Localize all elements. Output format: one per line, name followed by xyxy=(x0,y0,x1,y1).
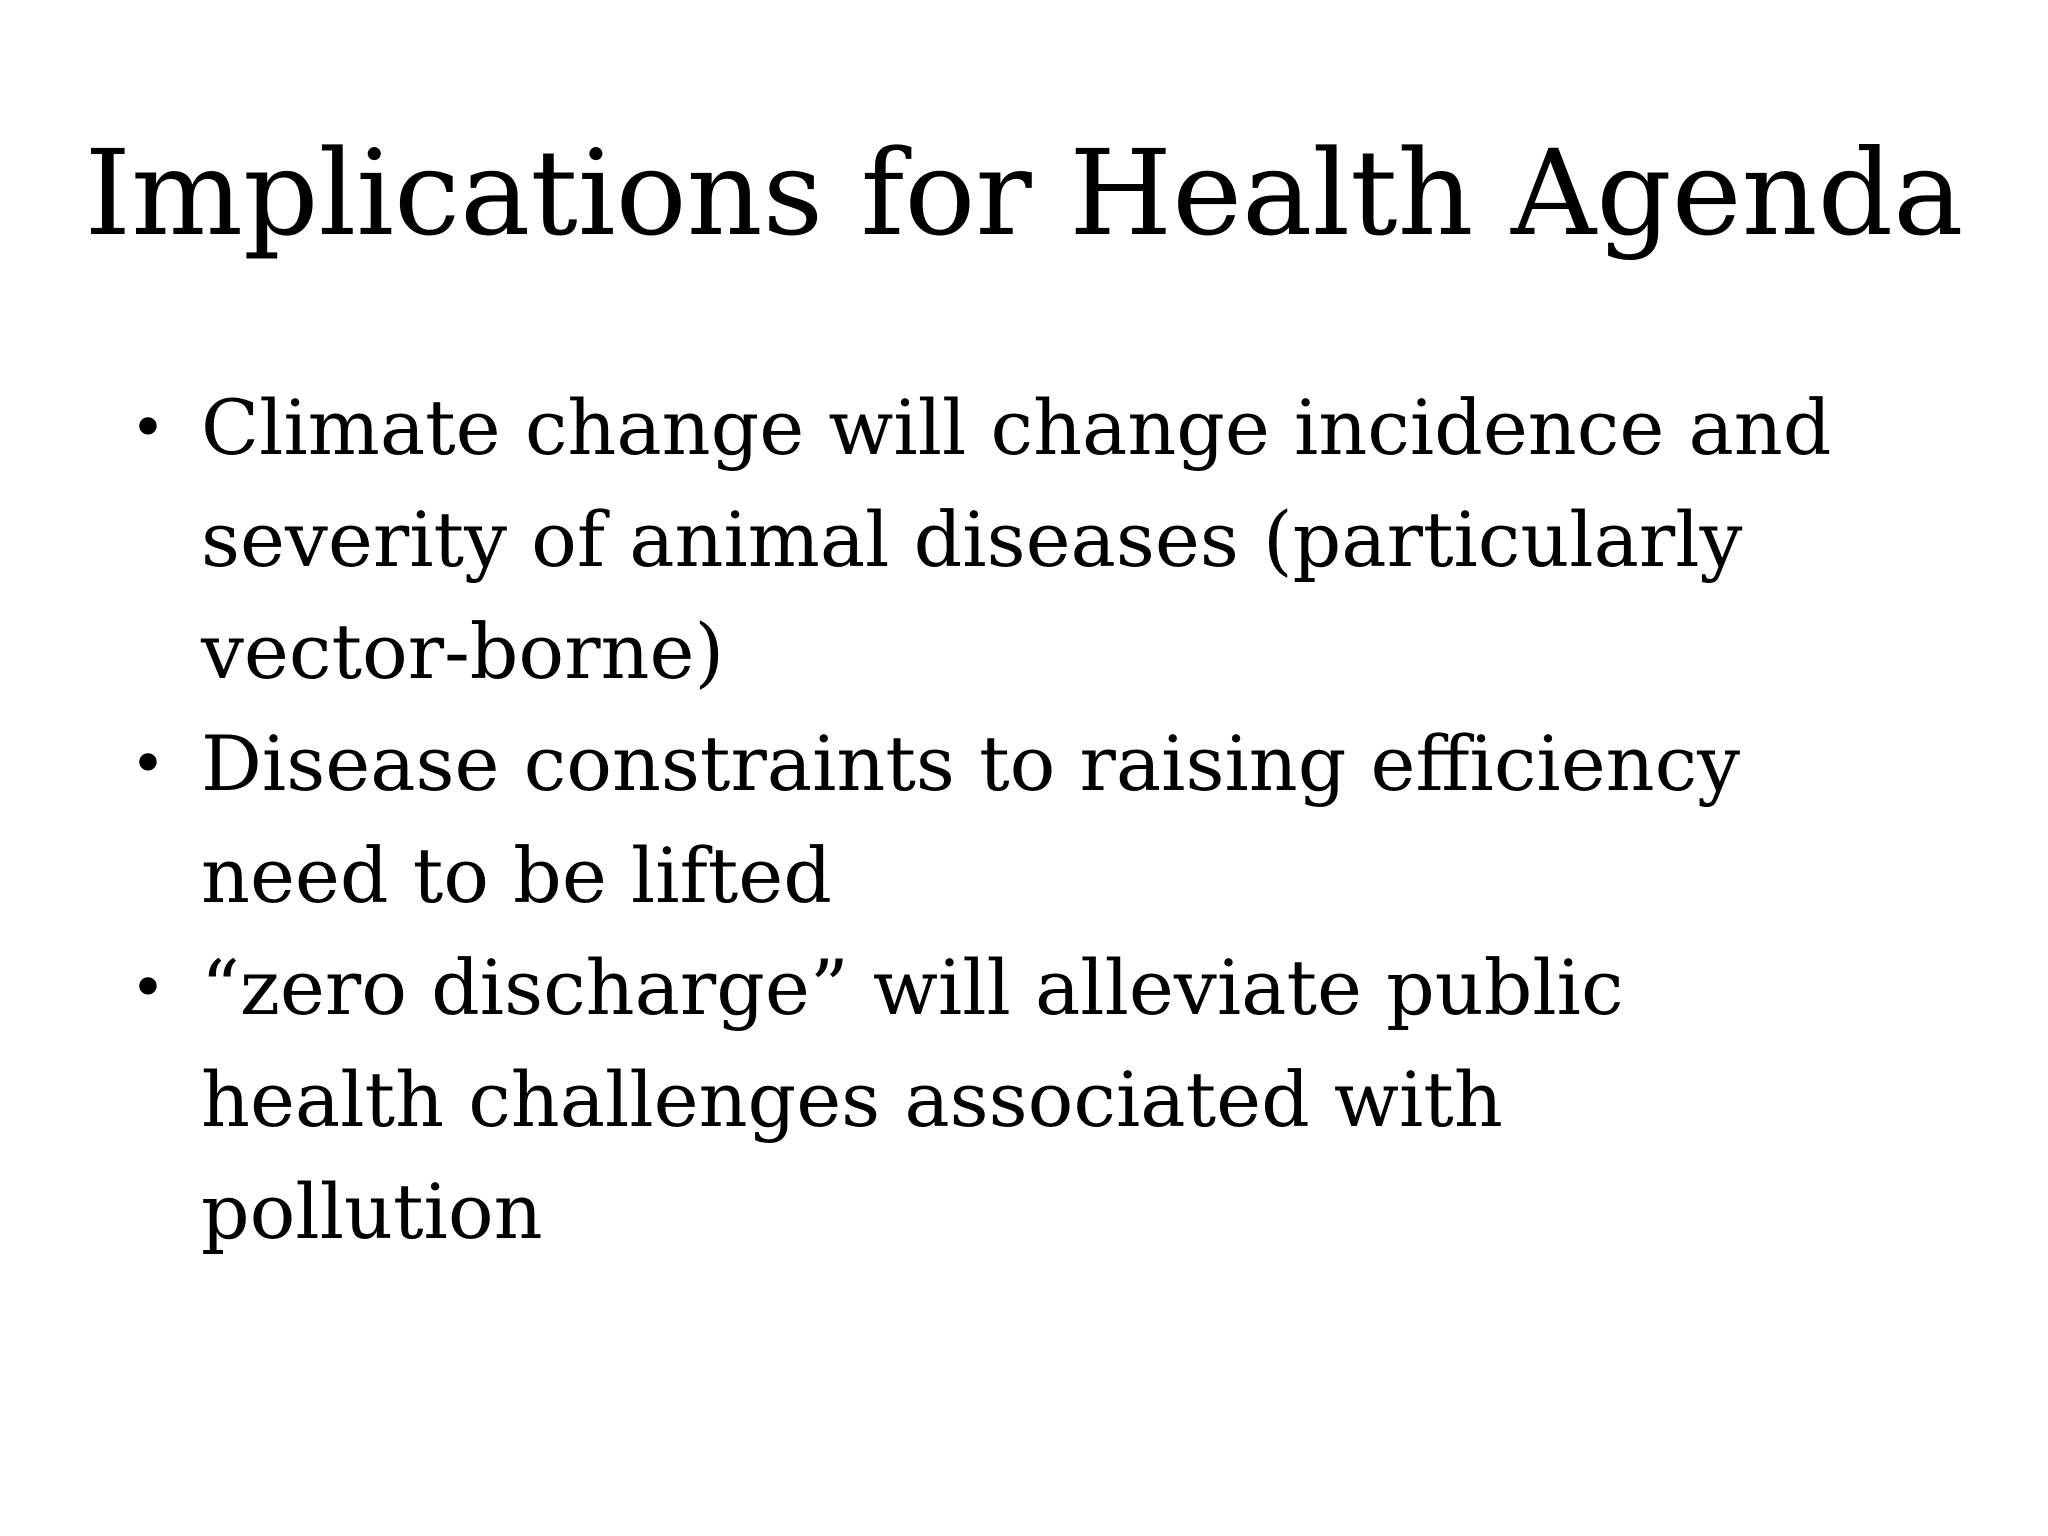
bullet-marker: • xyxy=(130,729,166,799)
bullet-line: vector-borne) xyxy=(201,607,725,696)
bullet-item xyxy=(118,932,1948,1268)
bullet-list xyxy=(118,372,1948,1268)
bullet-item xyxy=(118,708,1948,932)
bullet-line: Climate change will change incidence and xyxy=(201,383,1832,472)
bullet-line: severity of animal diseases (particularly xyxy=(201,495,1743,584)
bullet-item xyxy=(118,372,1948,708)
bullet-line: Disease constraints to raising efficiency xyxy=(201,719,1741,808)
bullet-line: pollution xyxy=(201,1167,543,1256)
bullet-marker: • xyxy=(130,953,166,1023)
bullet-marker: • xyxy=(130,393,166,463)
bullet-line: “zero discharge” will alleviate public xyxy=(201,943,1624,1032)
slide-title: Implications for Health Agenda xyxy=(84,124,1964,262)
bullet-line: need to be lifted xyxy=(201,831,832,920)
bullet-line: health challenges associated with xyxy=(201,1055,1503,1144)
